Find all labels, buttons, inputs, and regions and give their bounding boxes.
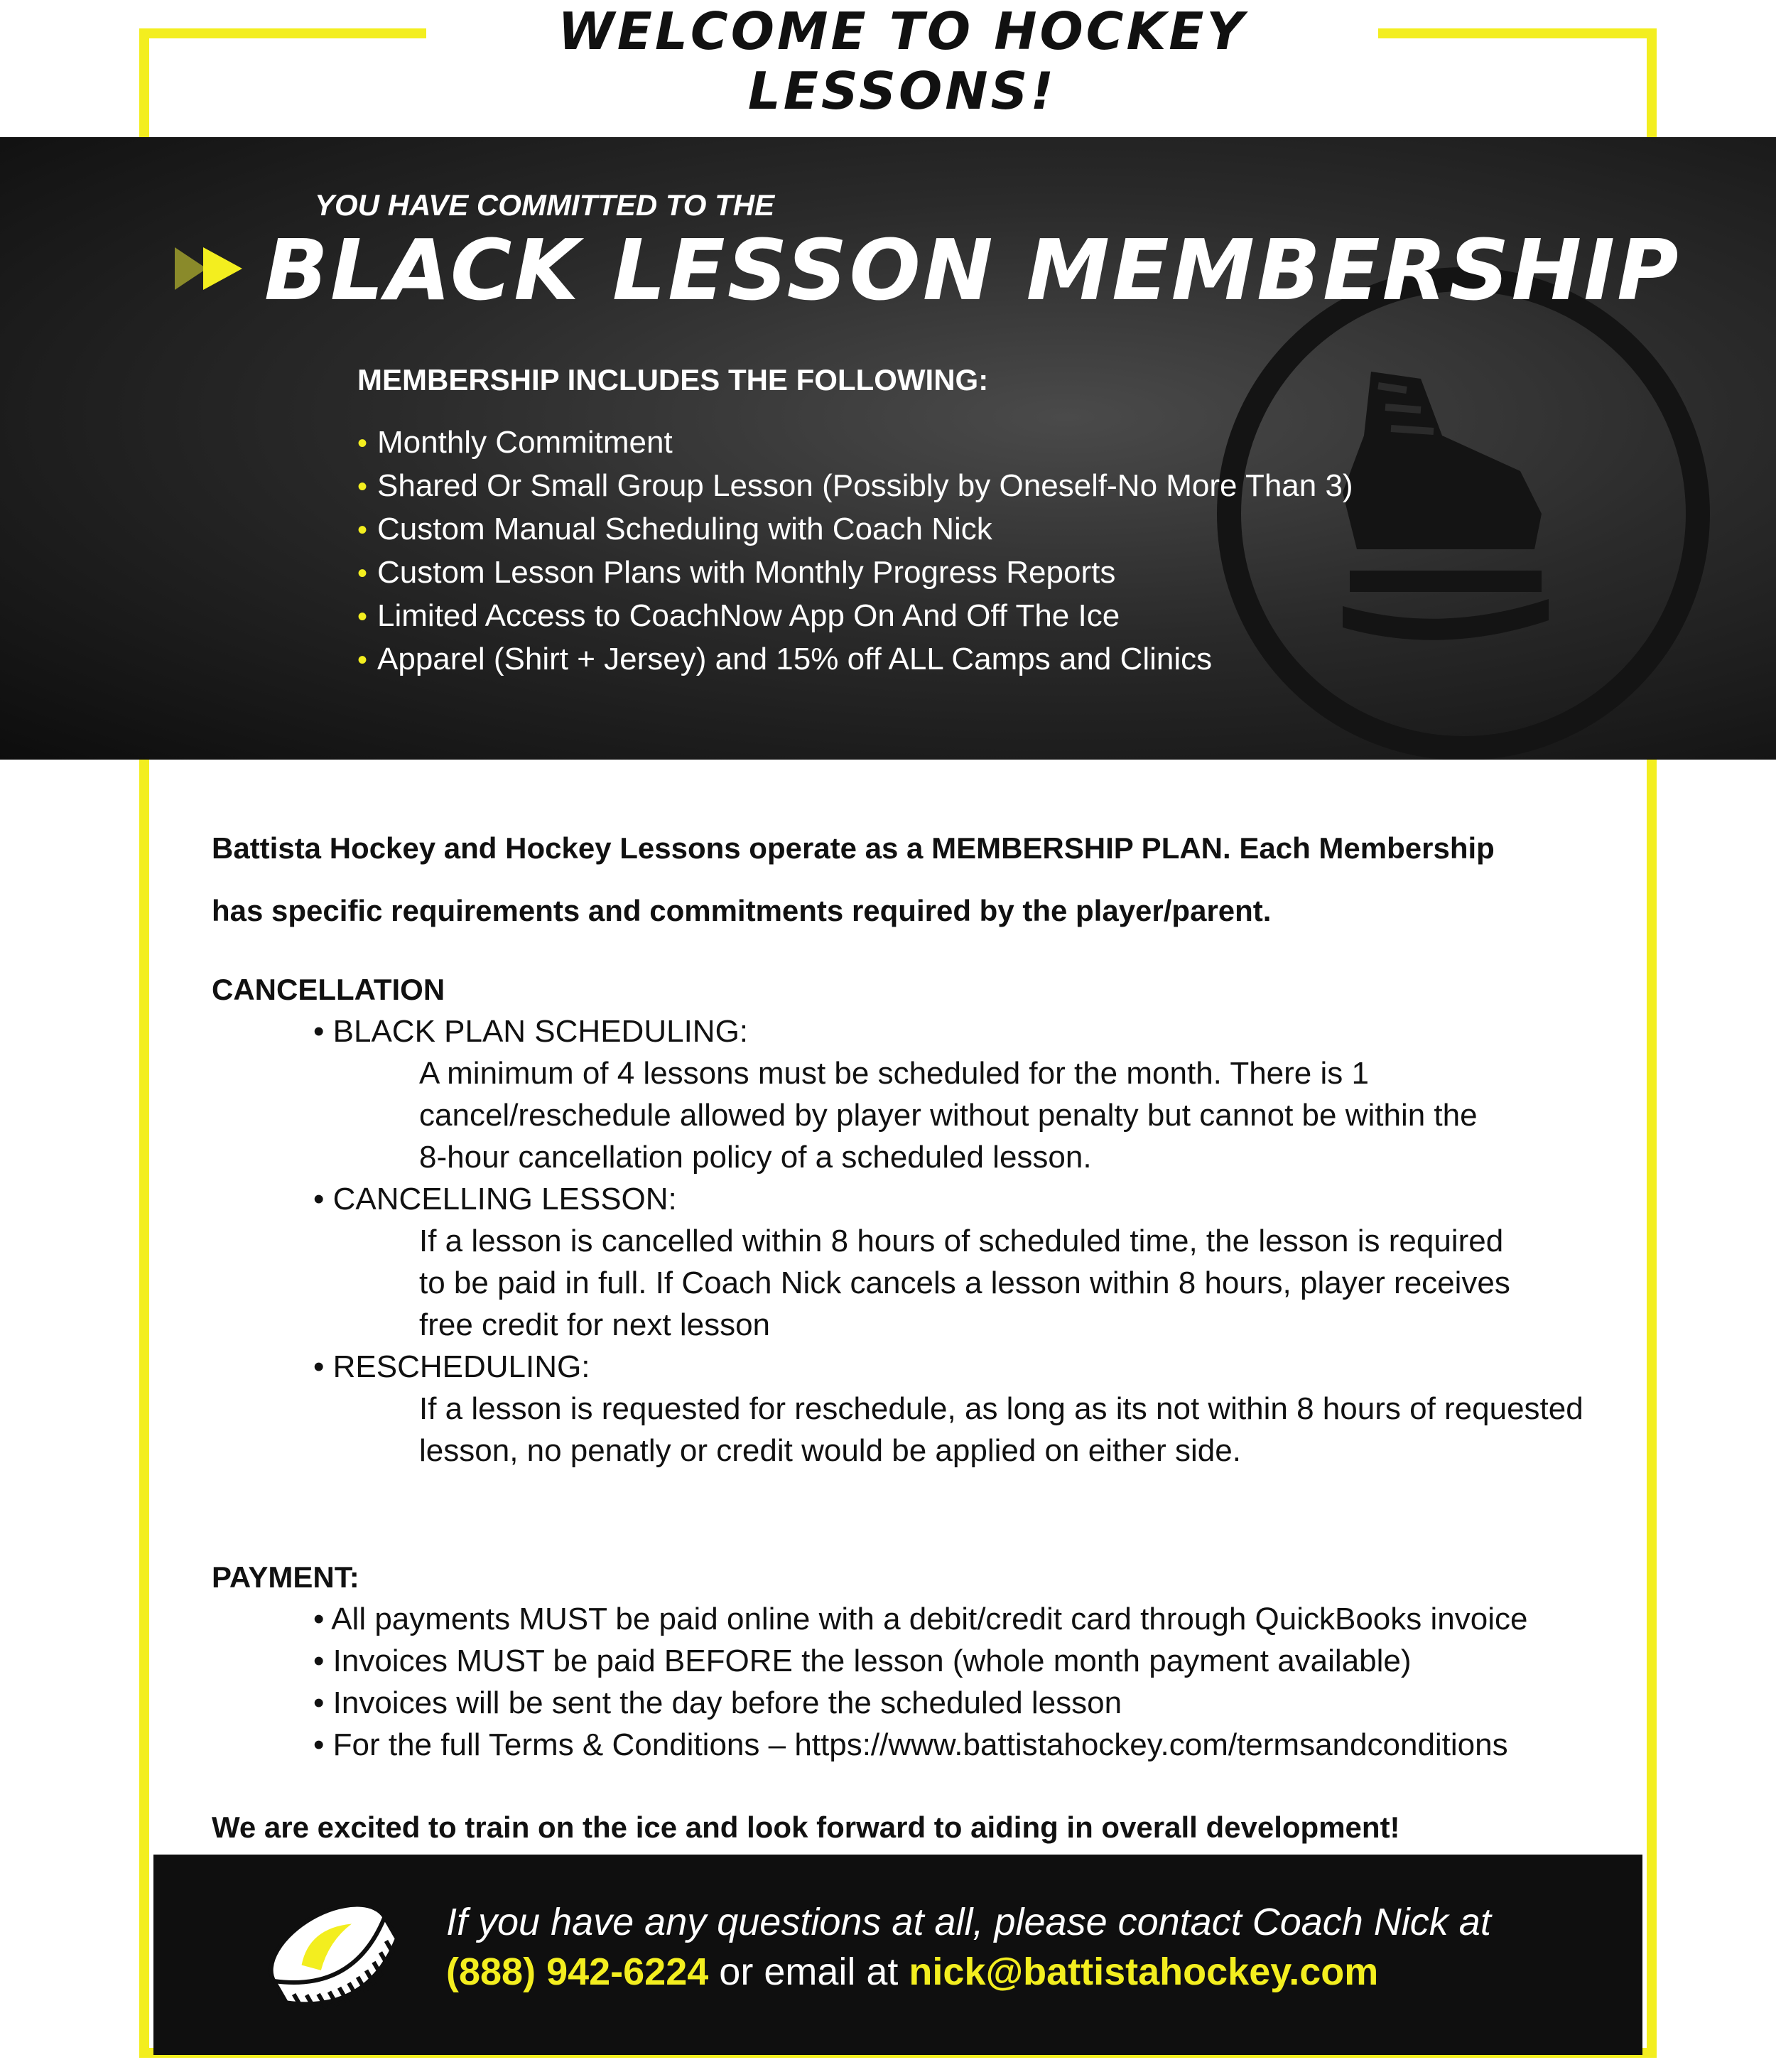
frame-top-right	[1378, 28, 1657, 38]
cancelling-line: free credit for next lesson	[419, 1307, 771, 1342]
email-link[interactable]: nick@battistahockey.com	[909, 1950, 1379, 1993]
black-plan-line: A minimum of 4 lessons must be scheduled for the month. There is 1	[419, 1056, 1369, 1091]
bullet-dot: •	[357, 471, 368, 502]
list-item-text: Apparel (Shirt + Jersey) and 15% off ALL Camps and Clinics	[377, 642, 1213, 676]
rescheduling-line: lesson, no penatly or credit would be applied on either side.	[419, 1433, 1241, 1468]
list-item-text: Shared Or Small Group Lesson (Possibly by Oneself-No More Than 3)	[377, 468, 1353, 503]
bullet-dot: •	[357, 644, 368, 676]
policy-content	[212, 817, 1632, 1848]
payment-heading: PAYMENT:	[212, 1560, 359, 1594]
payment-item: • For the full Terms & Conditions – https://www.battistahockey.com/termsandconditions	[313, 1727, 1508, 1762]
membership-title: BLACK LESSON MEMBERSHIP	[264, 221, 1681, 319]
rescheduling-line: If a lesson is requested for reschedule, as long as its not within 8 hours of requested	[419, 1391, 1583, 1426]
contact-connector: or email at	[719, 1950, 899, 1993]
double-arrow-icon	[175, 244, 246, 293]
committed-text: YOU HAVE COMMITTED TO THE	[315, 188, 775, 222]
includes-heading: MEMBERSHIP INCLUDES THE FOLLOWING:	[357, 363, 989, 396]
closing-statement: We are excited to train on the ice and look forward to aiding in overall development!	[212, 1811, 1400, 1844]
frame-top-left	[139, 28, 426, 38]
bullet-dot: •	[357, 558, 368, 589]
contact-text	[446, 1897, 1491, 1997]
payment-item: • Invoices will be sent the day before the scheduled lesson	[313, 1685, 1122, 1720]
phone-number[interactable]: (888) 942-6224	[446, 1950, 709, 1993]
membership-banner	[0, 137, 1776, 760]
page-title: WELCOME TO HOCKEY LESSONS!	[558, 1, 1247, 121]
list-item	[357, 638, 1353, 681]
cancelling-label: • CANCELLING LESSON:	[313, 1182, 677, 1216]
contact-footer	[153, 1855, 1642, 2055]
payment-item: • Invoices MUST be paid BEFORE the lesson (whole month payment available)	[313, 1644, 1412, 1678]
cancellation-heading: CANCELLATION	[212, 973, 445, 1006]
list-item	[357, 465, 1353, 508]
contact-details	[446, 1947, 1491, 1997]
list-item-text: Monthly Commitment	[377, 425, 673, 460]
list-item-text: Custom Lesson Plans with Monthly Progress Reports	[377, 555, 1116, 590]
intro-line-2: has specific requirements and commitments required by the player/parent.	[212, 894, 1272, 927]
contact-prompt: If you have any questions at all, please contact Coach Nick at	[446, 1901, 1491, 1943]
list-item	[357, 508, 1353, 551]
includes-list	[357, 421, 1353, 681]
cancelling-line: to be paid in full. If Coach Nick cancels a lesson within 8 hours, player receives	[419, 1266, 1510, 1300]
black-plan-label: • BLACK PLAN SCHEDULING:	[313, 1014, 749, 1049]
list-item	[357, 551, 1353, 595]
bullet-dot: •	[357, 514, 368, 546]
bullet-dot: •	[357, 428, 368, 459]
payment-item: • All payments MUST be paid online with a debit/credit card through QuickBooks invoice	[313, 1602, 1528, 1636]
hockey-puck-icon	[260, 1887, 409, 2029]
intro-line-1: Battista Hockey and Hockey Lessons operate as a MEMBERSHIP PLAN. Each Membership	[212, 831, 1495, 865]
black-plan-line: 8-hour cancellation policy of a scheduled lesson.	[419, 1140, 1092, 1175]
list-item	[357, 421, 1353, 465]
bullet-dot: •	[357, 601, 368, 632]
list-item-text: Limited Access to CoachNow App On And Off The Ice	[377, 598, 1120, 633]
list-item	[357, 595, 1353, 638]
cancelling-line: If a lesson is cancelled within 8 hours of scheduled time, the lesson is required	[419, 1224, 1504, 1258]
rescheduling-label: • RESCHEDULING:	[313, 1349, 590, 1384]
black-plan-line: cancel/reschedule allowed by player without penalty but cannot be within the	[419, 1098, 1478, 1133]
list-item-text: Custom Manual Scheduling with Coach Nick	[377, 512, 992, 546]
